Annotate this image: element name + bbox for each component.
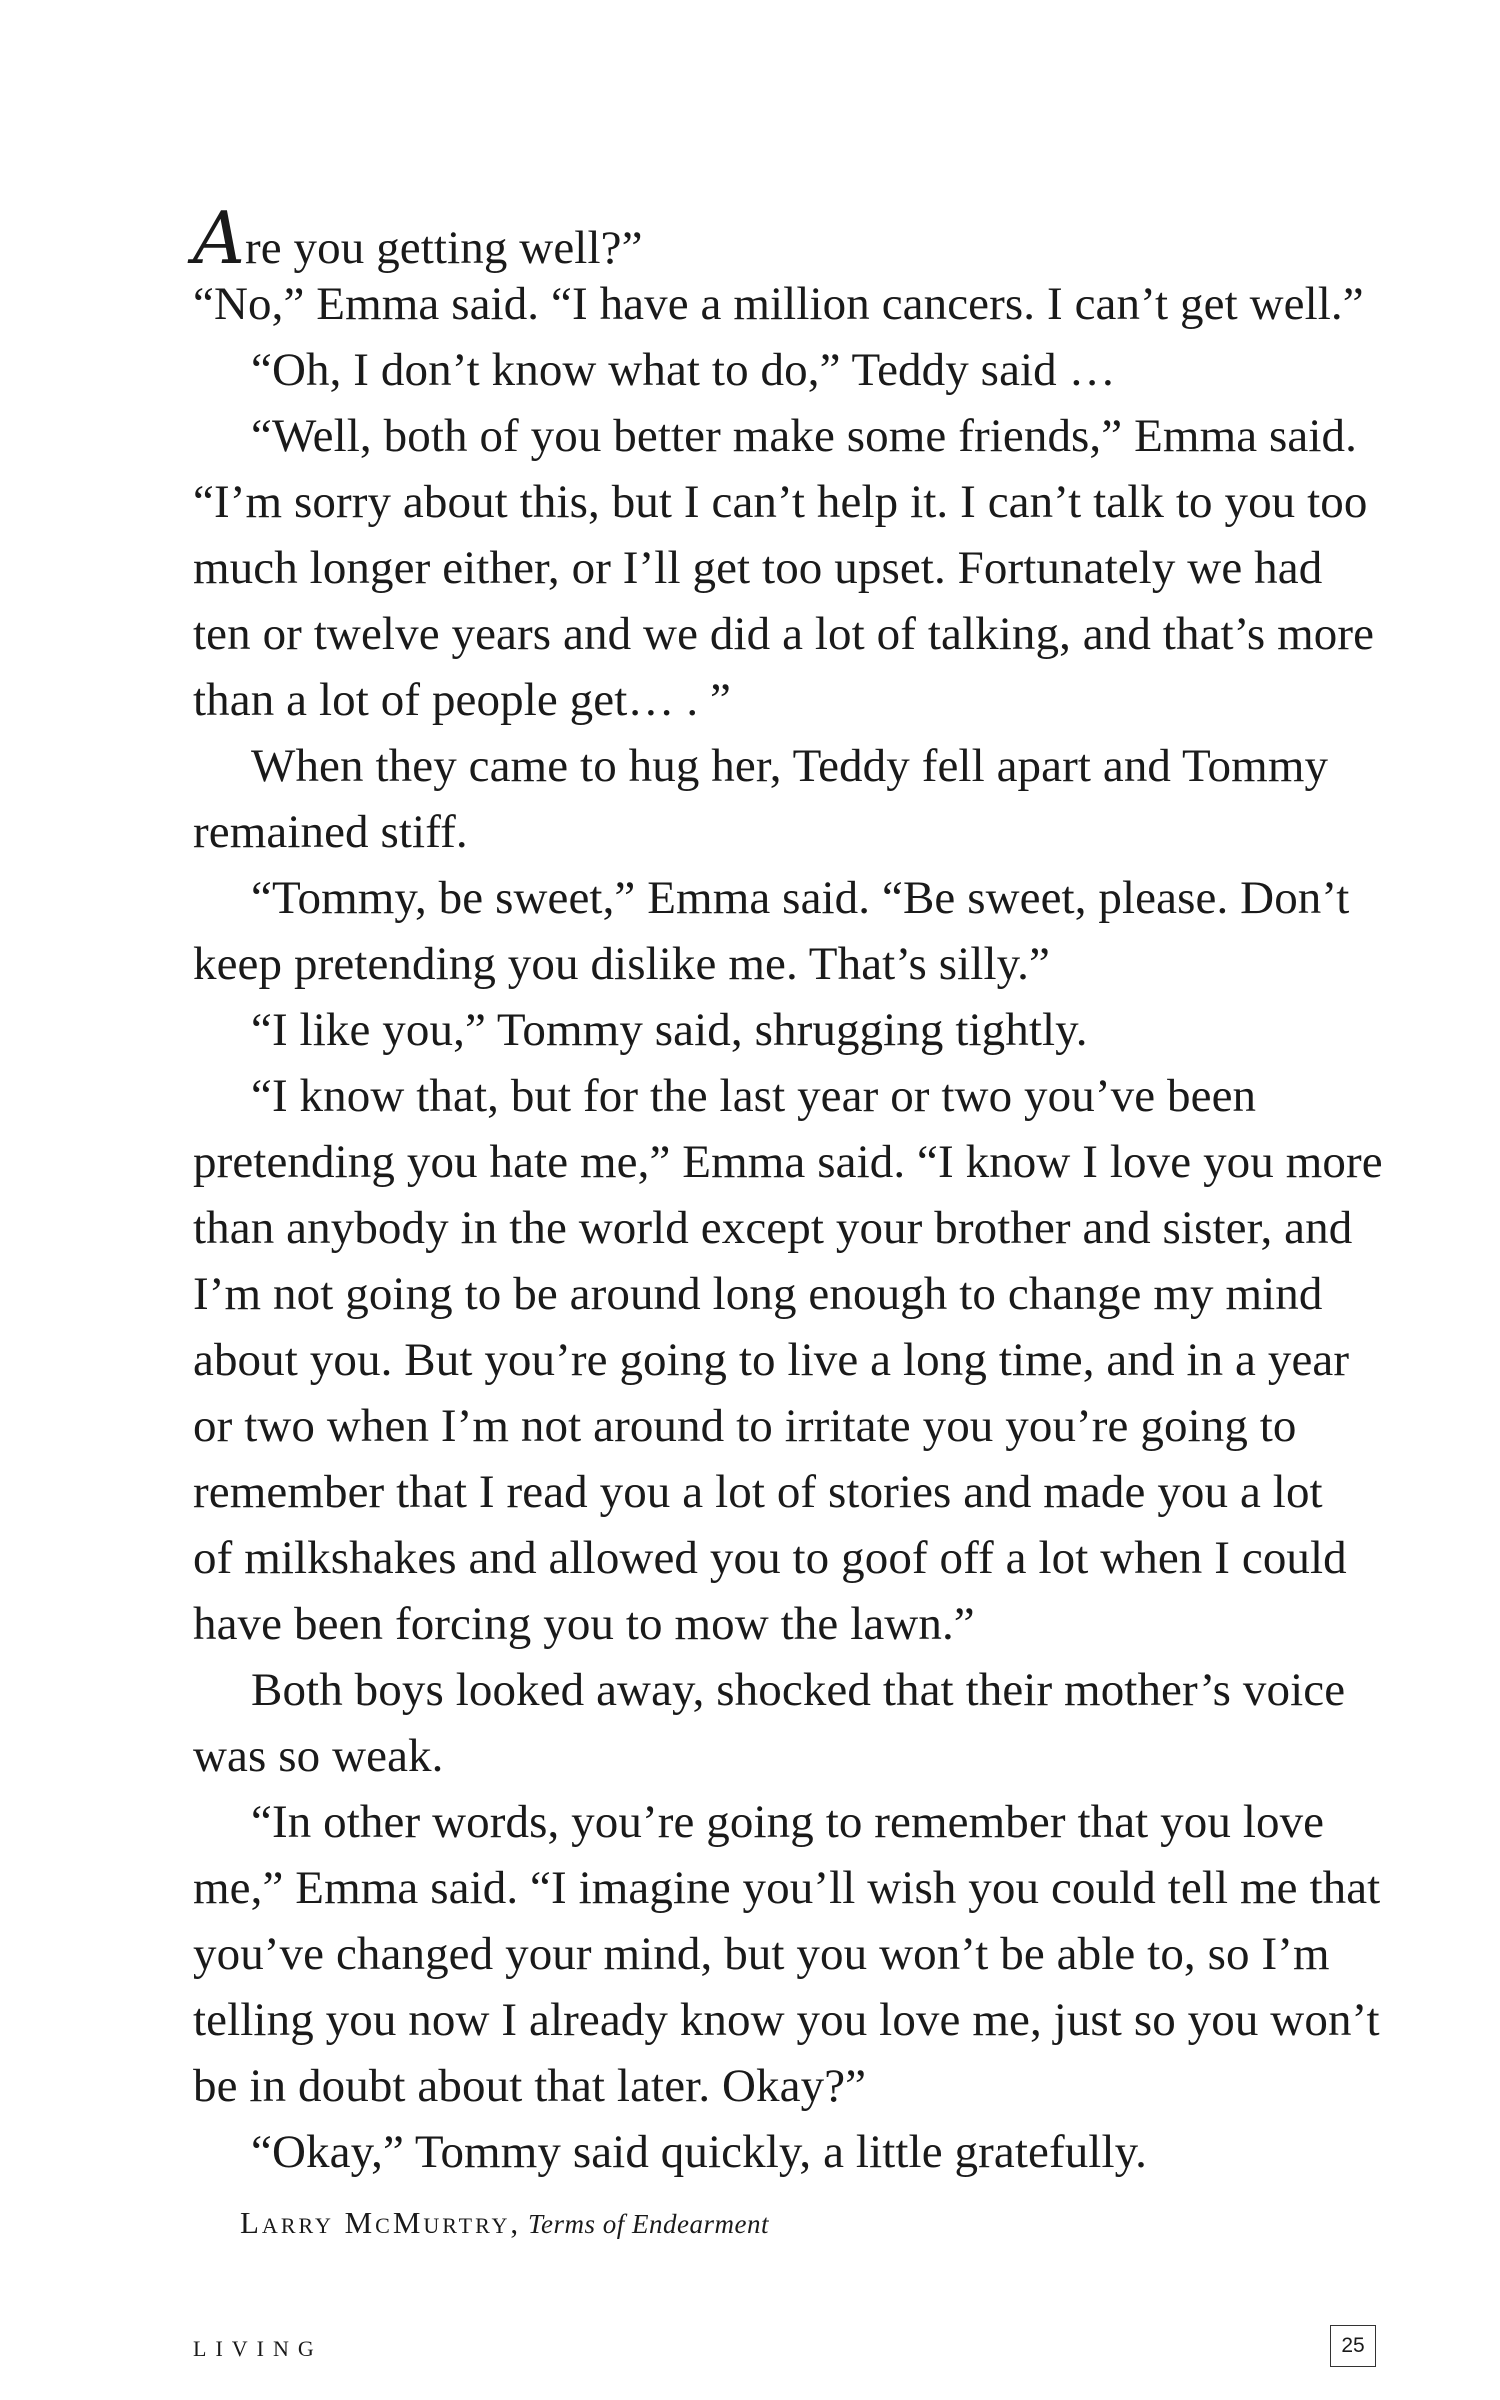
passage-line: than anybody in the world except your brother and sister, and <box>193 1202 1353 1254</box>
passage-line: me,” Emma said. “I imagine you’ll wish you could tell me that <box>193 1862 1381 1914</box>
passage-line: “Oh, I don’t know what to do,” Teddy said … <box>251 344 1116 396</box>
passage-line: telling you now I already know you love me, just so you won’t <box>193 1994 1380 2046</box>
attribution <box>240 2205 769 2241</box>
passage-line: you’ve changed your mind, but you won’t be able to, so I’m <box>193 1928 1330 1980</box>
passage-line: pretending you hate me,” Emma said. “I know I love you more <box>193 1136 1383 1188</box>
passage-line: remained stiff. <box>193 806 468 858</box>
section-label: LIVING <box>193 2336 323 2361</box>
passage-line: of milkshakes and allowed you to goof off a lot when I could <box>193 1532 1347 1584</box>
page-number: 25 <box>1330 2325 1376 2367</box>
author-name: Larry McMurtry, <box>240 2205 522 2240</box>
passage-line: “Okay,” Tommy said quickly, a little gratefully. <box>251 2126 1148 2178</box>
passage-line: “In other words, you’re going to remember that you love <box>251 1796 1325 1848</box>
passage-line: Both boys looked away, shocked that their mother’s voice <box>251 1664 1346 1716</box>
passage-line: “No,” Emma said. “I have a million cancers. I can’t get well.” <box>193 278 1364 330</box>
passage-line: much longer either, or I’ll get too upset. Fortunately we had <box>193 542 1323 594</box>
passage-line: or two when I’m not around to irritate you you’re going to <box>193 1400 1297 1452</box>
passage-line: remember that I read you a lot of stories and made you a lot <box>193 1466 1323 1518</box>
passage-line: have been forcing you to mow the lawn.” <box>193 1598 975 1650</box>
passage-line: was so weak. <box>193 1730 444 1782</box>
passage-line: “I’m sorry about this, but I can’t help it. I can’t talk to you too <box>193 476 1368 528</box>
work-title: Terms of Endearment <box>527 2209 769 2239</box>
passage-line: “I know that, but for the last year or two you’ve been <box>251 1070 1257 1122</box>
passage-line: ten or twelve years and we did a lot of talking, and that’s more <box>193 608 1375 660</box>
passage-line <box>193 196 1373 280</box>
passage-line-text: re you getting well?” <box>245 222 643 274</box>
passage <box>193 196 1383 2185</box>
passage-line: about you. But you’re going to live a long time, and in a year <box>193 1334 1350 1386</box>
passage-line: “Well, both of you better make some friends,” Emma said. <box>251 410 1357 462</box>
passage-line: I’m not going to be around long enough to change my mind <box>193 1268 1323 1320</box>
passage-line: keep pretending you dislike me. That’s silly.” <box>193 938 1050 990</box>
passage-line: “Tommy, be sweet,” Emma said. “Be sweet, please. Don’t <box>251 872 1350 924</box>
drop-cap: A <box>193 196 243 280</box>
passage-line: than a lot of people get… . ” <box>193 674 732 726</box>
passage-line: be in doubt about that later. Okay?” <box>193 2060 867 2112</box>
passage-line: “I like you,” Tommy said, shrugging tightly. <box>251 1004 1088 1056</box>
passage-line: When they came to hug her, Teddy fell apart and Tommy <box>251 740 1329 792</box>
